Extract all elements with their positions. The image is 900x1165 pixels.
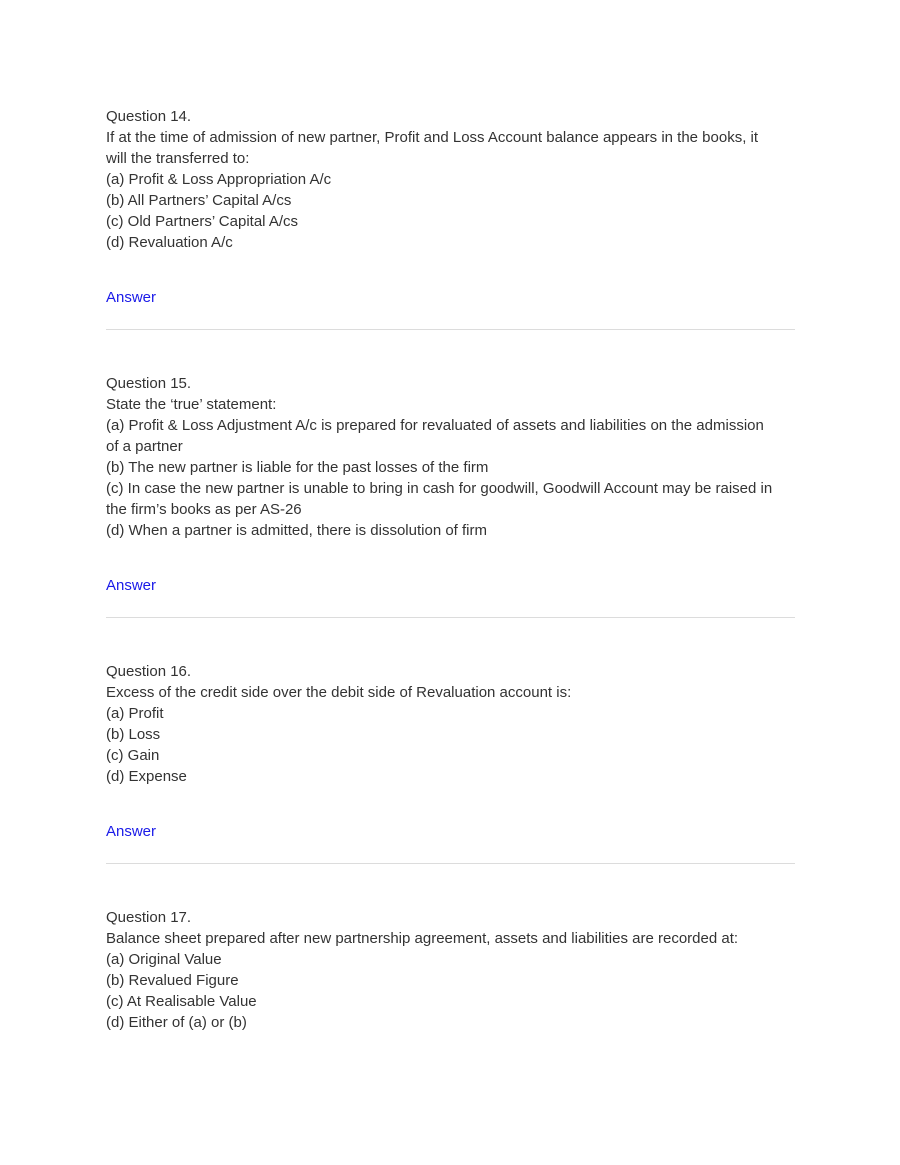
question-block [106, 373, 796, 618]
option-list [106, 415, 796, 541]
option-a: (a) Original Value [106, 951, 222, 968]
option-d: (d) Revaluation A/c [106, 234, 233, 251]
answer-link[interactable]: Answer [106, 289, 157, 306]
question-label: Question 17. [106, 909, 192, 926]
option-c: (c) At Realisable Value [106, 993, 257, 1010]
question-label: Question 15. [106, 375, 192, 392]
option-b: (b) Revalued Figure [106, 972, 239, 989]
question-block [106, 661, 796, 864]
option-list [106, 169, 796, 253]
option-b: (b) Loss [106, 726, 161, 743]
question-block [106, 106, 796, 330]
option-d: (d) When a partner is admitted, there is dissolution of firm [106, 522, 487, 539]
question-stem: State the ‘true’ statement: [106, 396, 277, 413]
question-stem: Balance sheet prepared after new partnership agreement, assets and liabilities are recorded at: [106, 930, 739, 947]
spacer [106, 618, 796, 661]
option-d: (d) Expense [106, 768, 187, 785]
question-stem: Excess of the credit side over the debit side of Revaluation account is: [106, 684, 572, 701]
option-b: (b) All Partners’ Capital A/cs [106, 192, 292, 209]
option-list [106, 949, 796, 1033]
spacer [106, 864, 796, 907]
answer-link[interactable]: Answer [106, 577, 157, 594]
option-c: (c) In case the new partner is unable to bring in cash for goodwill, Goodwill Account may be raised in the firm’s books as per AS-26 [106, 480, 773, 518]
option-c: (c) Gain [106, 747, 160, 764]
option-a: (a) Profit [106, 705, 164, 722]
option-a: (a) Profit & Loss Appropriation A/c [106, 171, 332, 188]
questions-container [106, 106, 796, 1033]
answer-link[interactable]: Answer [106, 823, 157, 840]
question-label: Question 16. [106, 663, 192, 680]
option-c: (c) Old Partners’ Capital A/cs [106, 213, 299, 230]
question-label: Question 14. [106, 108, 192, 125]
option-d: (d) Either of (a) or (b) [106, 1014, 247, 1031]
spacer [106, 330, 796, 373]
question-stem: If at the time of admission of new partner, Profit and Loss Account balance appears in the books, it will the transferred to: [106, 129, 759, 167]
option-a: (a) Profit & Loss Adjustment A/c is prepared for revaluated of assets and liabilities on the admission of a partner [106, 417, 764, 455]
question-block [106, 907, 796, 1033]
option-b: (b) The new partner is liable for the past losses of the firm [106, 459, 489, 476]
option-list [106, 703, 796, 787]
